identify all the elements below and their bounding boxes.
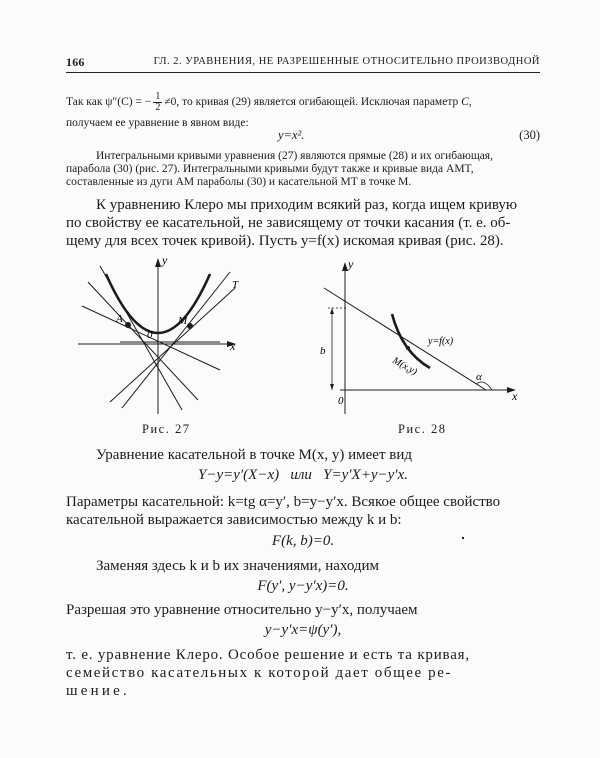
fig27-T-label: T [232,279,239,291]
point-M [406,346,410,350]
page-header [66,55,540,73]
fig28-curve-label: y=f(x) [428,336,454,347]
replace-line: Заменяя здесь k и b их значениями, находим [96,558,380,574]
final-line-1: т. е. уравнение Клеро. Особое решение и есть та кривая, [66,647,470,663]
page-number: 166 [66,55,85,69]
params-line-2: касательной выражается зависимостью между k и b: [66,512,402,528]
fig28-M-label: M(x,y) [390,355,419,378]
variable: C, [461,96,472,109]
figure-27 [70,252,260,417]
small-paragraph-line-1: Интегральными кривыми уравнения (27) являются прямые (28) и их огибающая, [96,150,493,162]
b-arrow-bottom-icon [330,384,334,390]
equation-psi: y−y′x=ψ(y′), [264,622,342,638]
fig27-origin-label: 0 [147,329,153,341]
equation-F2: F(y′, y−y′x)=0. [257,578,349,594]
final-line-2: семейство касательных к которой дает общее ре- [66,665,453,681]
figure-28 [300,252,530,417]
small-text-line-1 [66,92,540,113]
fig28-alpha-label: α [476,371,482,383]
figure-28-caption: Рис. 28 [398,422,447,436]
text-segment: ≠0, то кривая (29) является огибающей. Исключая параметр [164,96,459,109]
fig27-A-label: A [116,313,123,325]
tangent-line [324,288,486,390]
fig27-y-label: y [162,253,168,267]
fig28-x-label: x [512,389,518,403]
small-text-line-2: получаем ее уравнение в явном виде: [66,117,249,129]
fig28-y-label: y [348,257,354,271]
point-A [125,322,131,328]
tangent-line [122,272,230,408]
tangent-intro-line: Уравнение касательной в точке M(x, y) имеет вид [96,447,412,463]
fig28-origin-label: 0 [338,395,344,407]
y-axis-arrow-icon [155,258,161,267]
tangent-equation: Y−y=y′(X−x) или Y=y′X+y−y′x. [198,467,408,483]
final-line-3: шение. [66,683,130,699]
fraction [153,92,162,113]
point-M [187,323,193,329]
fraction-denominator: 2 [155,102,161,113]
small-paragraph-line-3: составленные из дуги AM параболы (30) и касательной MT в точке M. [66,176,412,188]
b-arrow-top-icon [330,308,334,314]
fig28-b-label: b [320,345,326,357]
tangent-line [110,288,235,402]
text-segment: Так как ψ″(C) = − [66,96,152,109]
fig27-x-label: x [230,339,236,353]
equation-30-body: y=x². [278,128,305,142]
body-line-3: щему для всех точек кривой). Пусть y=f(x) искомая кривая (рис. 28). [66,233,504,249]
params-line-1: Параметры касательной: k=tg α=y′, b=y−y′x. Всякое общее свойство [66,494,501,510]
body-line-2: по свойству ее касательной, не зависящему от точки касания (т. е. об- [66,215,511,231]
equation-F: F(k, b)=0. [271,533,335,549]
fig27-M-label: M [178,315,188,327]
print-speck [462,537,464,539]
small-paragraph-line-2: парабола (30) (рис. 27). Интегральными кривыми будут также и кривые вида AMT, [66,163,474,175]
running-title: ГЛ. 2. УРАВНЕНИЯ, НЕ РАЗРЕШЕННЫЕ ОТНОСИТЕЛЬНО ПРОИЗВОДНОЙ [153,56,540,67]
equation-number: (30) [519,128,540,142]
figure-27-caption: Рис. 27 [142,422,191,436]
solve-line: Разрешая это уравнение относительно y−y′x, получаем [66,602,418,618]
body-line-1: К уравнению Клеро мы приходим всякий раз, когда ищем кривую [96,197,518,213]
tangent-line [100,266,182,410]
fraction-numerator: 1 [155,91,161,102]
